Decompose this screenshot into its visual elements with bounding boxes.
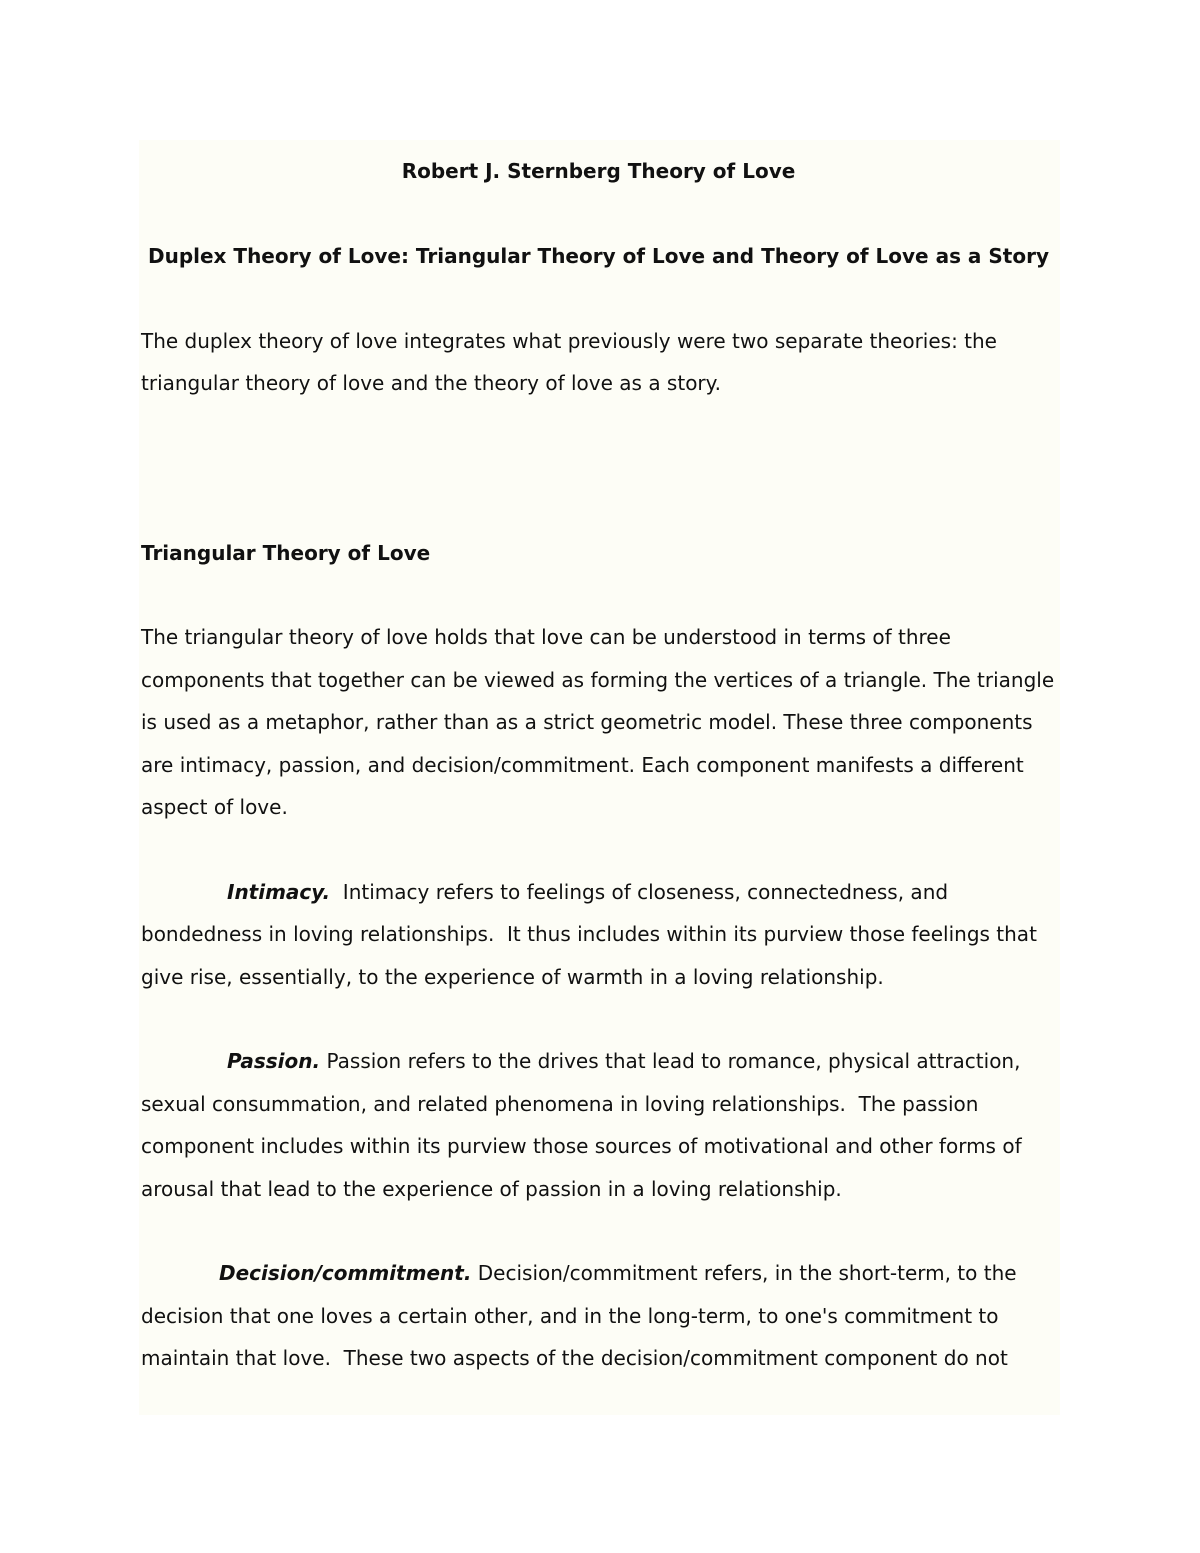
intimacy-paragraph (141, 871, 1056, 998)
passion-paragraph (141, 1040, 1056, 1210)
decision-commitment-paragraph (141, 1252, 1056, 1379)
document-subtitle: Duplex Theory of Love: Triangular Theory of Love and Theory of Love as a Story (147, 243, 1049, 268)
intro-paragraph: The duplex theory of love integrates what previously were two separate theories: the triangular theory of love and the theory of love as a story. (141, 328, 997, 395)
decision-commitment-text: Decision/commitment refers, in the short-term, to the decision that one loves a certain other, and in the long-term, to one's commitment to maintain that love. These two aspects of the decision/commitment component do not (141, 1261, 1023, 1371)
passion-term: Passion. (227, 1049, 321, 1074)
section-paragraph: The triangular theory of love holds that love can be understood in terms of three components that together can be viewed as forming the vertices of a triangle. The triangle is used as a metaphor, rather than as a strict geometric model. These three components are intimacy, passion, and decision/commitment. Each component manifests a different aspect of love. (141, 625, 1055, 820)
section-heading: Triangular Theory of Love (141, 540, 431, 565)
intimacy-term: Intimacy. (227, 879, 331, 904)
intimacy-text: Intimacy refers to feelings of closeness, connectedness, and bondedness in loving relationships. It thus includes within its purview those feelings that give rise, essentially, to the experience of warmth in a loving relationship. (141, 879, 1044, 989)
document-body (141, 150, 1056, 1380)
decision-commitment-term: Decision/commitment. (219, 1261, 472, 1286)
passion-text: Passion refers to the drives that lead to romance, physical attraction, sexual consummation, and related phenomena in loving relationships. The passion component includes within its purview those sources of motivational and other forms of arousal that lead to the experience of passion in a loving relationship. (141, 1049, 1028, 1201)
document-title: Robert J. Sternberg Theory of Love (401, 159, 796, 183)
